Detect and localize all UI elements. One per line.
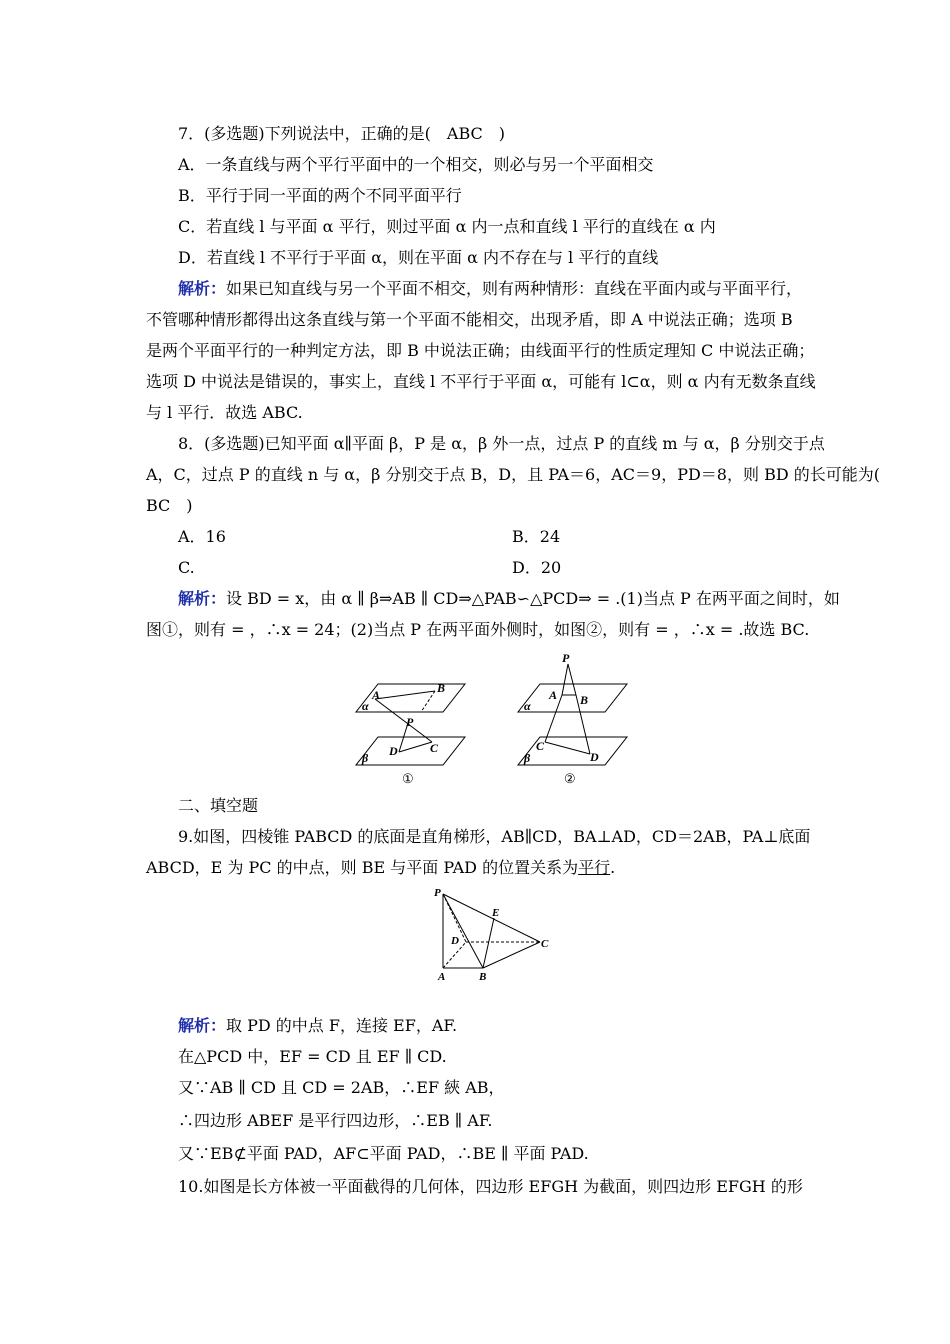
q9-stem-text: ABCD，E 为 PC 的中点，则 BE 与平面 PAD 的位置关系为 <box>146 858 579 877</box>
fig2-label-p: P <box>562 651 570 665</box>
fig1-label-a: A <box>372 688 381 702</box>
q8-jiexi-line <box>178 589 840 609</box>
plane-beta-1 <box>356 737 465 765</box>
q9-answer: 平行 <box>578 858 611 877</box>
q9-pyramid-figure <box>428 884 558 984</box>
q9-label-e: E <box>492 907 500 919</box>
section-title: 二、填空题 <box>178 796 259 815</box>
q7-option-c: C．若直线 l 与平面 α 平行，则过平面 α 内一点和直线 l 平行的直线在 α 内 <box>178 217 716 236</box>
fig2-label-beta: β <box>524 751 531 765</box>
segment-pb-2 <box>568 664 576 695</box>
edge-bc <box>483 942 540 968</box>
q8-stem-line: BC ) <box>146 496 193 515</box>
q8-option-c: C. <box>178 558 195 577</box>
fig2-label-b: B <box>580 693 589 707</box>
q8-option-a: A．16 <box>178 527 226 546</box>
fig2-label-c: C <box>536 739 545 753</box>
q8-jiexi-line: 图①，则有 = ，∴x = 24；(2)当点 P 在两平面外侧时，如图②，则有 = ，∴x = .故选 BC. <box>146 620 810 639</box>
segment-bp-1 <box>421 691 435 712</box>
fig1-caption: ① <box>402 771 414 786</box>
q9-jiexi-line: 又∵AB ∥ CD 且 CD = 2AB，∴EF 綊 AB， <box>178 1078 505 1097</box>
q8-option-d: D．20 <box>512 558 562 577</box>
jiexi-label: 解析： <box>178 279 227 298</box>
q7-jiexi-line <box>178 279 802 299</box>
q10-stem: 10.如图是长方体被一平面截得的几何体，四边形 EFGH 为截面，则四边形 EFGH 的形 <box>178 1177 803 1196</box>
q9-label-b: B <box>479 971 487 983</box>
fig1-label-alpha: α <box>362 699 369 713</box>
q8-stem-line: A，C，过点 P 的直线 n 与 α，β 分别交于点 B，D，且 PA＝6，AC＝9，PD＝8，则 BD 的长可能为( <box>146 465 880 484</box>
q9-label-d: D <box>451 935 459 947</box>
figure-1 <box>356 681 465 786</box>
fig1-label-b: B <box>437 681 446 695</box>
q8-figures <box>340 650 640 790</box>
q7-option-b: B．平行于同一平面的两个不同平面平行 <box>178 186 462 205</box>
q9-answer-tail: . <box>610 858 616 877</box>
q9-label-a: A <box>438 971 446 983</box>
q9-stem-line: 9.如图，四棱锥 PABCD 的底面是直角梯形，AB∥CD，BA⊥AD，CD＝2AB，PA⊥底面 <box>178 827 811 846</box>
q9-stem-line <box>146 858 615 878</box>
edge-be <box>483 918 494 968</box>
edge-pb <box>443 894 483 968</box>
q7-jiexi-line: 选项 D 中说法是错误的，事实上，直线 l 不平行于平面 α，可能有 l⊂α，则 α 内有无数条直线 <box>146 372 816 391</box>
q9-jiexi-line: 又∵EB⊄平面 PAD，AF⊂平面 PAD，∴BE ∥ 平面 PAD. <box>178 1144 589 1163</box>
q8-option-b: B．24 <box>512 527 561 546</box>
q7-jiexi-line: 不管哪种情形都得出这条直线与第一个平面不能相交，出现矛盾，即 A 中说法正确；选项 B <box>146 310 793 329</box>
segment-ac-1 <box>375 699 432 742</box>
fig2-label-a: A <box>549 688 558 702</box>
q8-stem-line: 8．(多选题)已知平面 α∥平面 β，P 是 α，β 外一点，过点 P 的直线 m 与 α，β 分别交于点 <box>178 434 825 453</box>
fig1-label-d: D <box>389 744 398 758</box>
q8-jiexi-text: 设 BD = x，由 α ∥ β⇒AB ∥ CD⇒△PAB∽△PCD⇒ = .(1)当点 P 在两平面之间时，如 <box>226 589 840 608</box>
q7-option-d: D．若直线 l 不平行于平面 α，则在平面 α 内不存在与 l 平行的直线 <box>178 248 659 267</box>
jiexi-label: 解析： <box>178 589 227 608</box>
fig1-label-p: P <box>406 715 414 729</box>
q9-jiexi-line: 在△PCD 中，EF = CD 且 EF ∥ CD. <box>178 1047 447 1066</box>
fig1-label-c: C <box>430 741 439 755</box>
q9-jiexi-line <box>178 1016 457 1036</box>
segment-dc-1 <box>399 742 432 752</box>
plane-beta-2 <box>518 737 627 765</box>
q7-stem: 7．(多选题)下列说法中，正确的是( ABC ) <box>178 124 506 143</box>
segment-ac-2 <box>545 695 562 742</box>
q7-jiexi-line: 与 l 平行．故选 ABC. <box>146 403 303 422</box>
segment-cd-2 <box>545 742 590 754</box>
fig2-label-d: D <box>590 750 599 764</box>
jiexi-label: 解析： <box>178 1016 227 1035</box>
q7-jiexi-line: 是两个平面平行的一种判定方法，即 B 中说法正确；由线面平行的性质定理知 C 中说法正确； <box>146 341 815 360</box>
segment-pa-2 <box>562 664 568 695</box>
segment-ab-1 <box>375 691 435 699</box>
fig2-label-alpha: α <box>524 699 531 713</box>
q9-jiexi-line: ∴四边形 ABEF 是平行四边形，∴EB ∥ AF. <box>178 1111 493 1130</box>
fig1-label-beta: β <box>362 751 369 765</box>
figure-2 <box>518 651 627 786</box>
q7-option-a: A．一条直线与两个平行平面中的一个相交，则必与另一个平面相交 <box>178 155 654 174</box>
q9-label-c: C <box>541 938 549 950</box>
plane-alpha-2 <box>518 684 627 712</box>
q7-jiexi-text: 如果已知直线与另一个平面不相交，则有两种情形：直线在平面内或与平面平行， <box>226 279 803 298</box>
q9-label-p: P <box>434 887 441 899</box>
fig2-caption: ② <box>564 771 576 786</box>
q9-jiexi-text: 取 PD 的中点 F，连接 EF，AF. <box>226 1016 458 1035</box>
